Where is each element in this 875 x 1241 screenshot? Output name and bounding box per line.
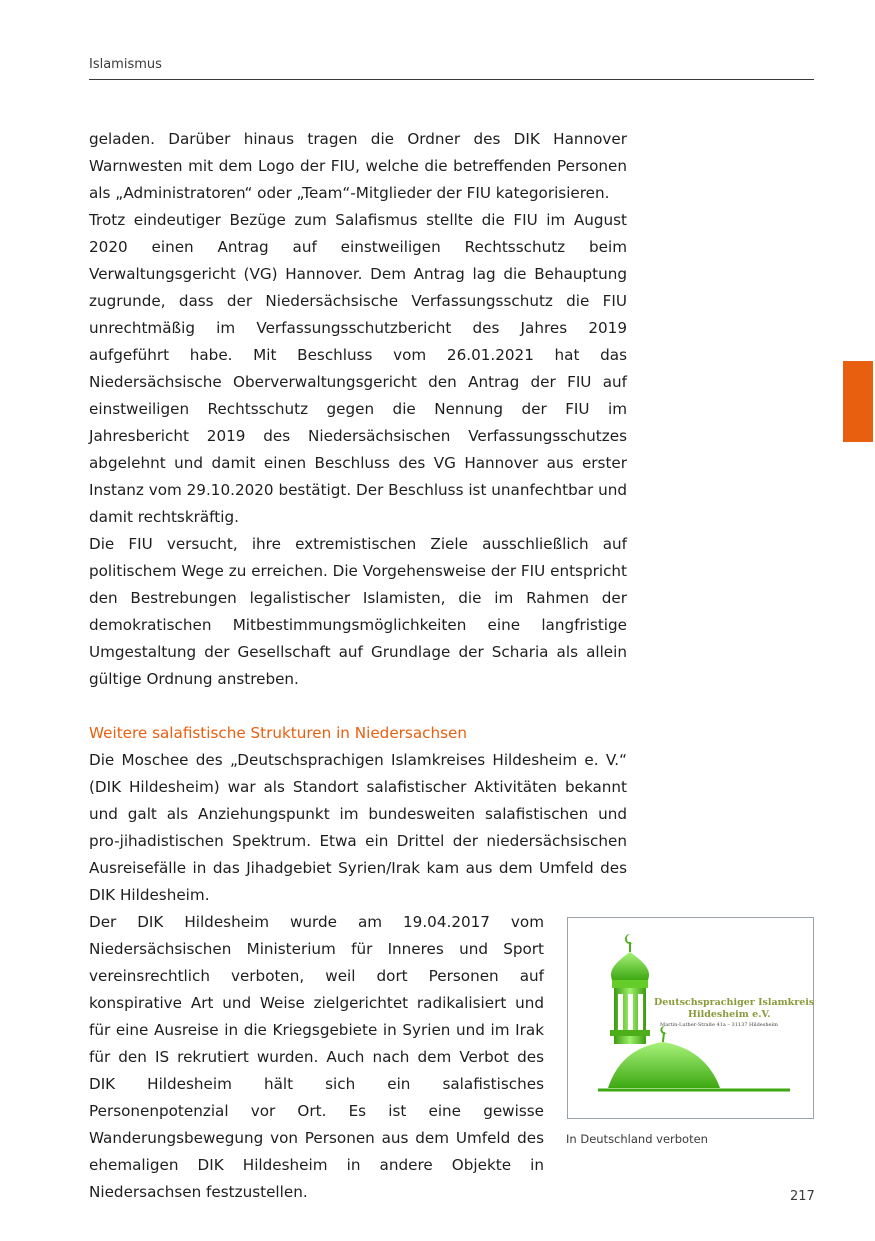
paragraph-1: geladen. Darüber hinaus tragen die Ordner des DIK Hannover Warnwesten mit dem Logo der FIU, welche die betreffenden Personen als „Administratoren“ oder „Team“-Mitglieder der FIU kategorisieren. (89, 130, 627, 202)
section-paragraph: Die Moschee des „Deutschsprachigen Islamkreises Hildesheim e. V.“ (DIK Hildesheim) war als Standort salafistischer Aktivitäten bekannt und galt als Anziehungspunkt im bundesweiten salafistischen und pro-jihadistischen Spektrum. Etwa ein Drittel der niedersächsischen Ausreisefälle in das Jihadgebiet Syrien/Irak kam aus dem Umfeld des DIK Hildesheim. (89, 751, 627, 904)
header-rule (89, 79, 814, 80)
spacer (89, 693, 627, 720)
main-dome (608, 1042, 720, 1088)
paragraph-3: Die FIU versucht, ihre extremistischen Ziele ausschließlich auf politischem Wege zu erreichen. Die Vorgehensweise der FIU entspricht den Bestrebungen legalistischer Islamisten, die im Rahmen der demokratischen Mitbestimmungsmöglichkeiten eine langfristige Umgestaltung der Gesellschaft auf Grundlage der Scharia als allein gültige Ordnung anstreben. (89, 535, 627, 688)
side-paragraph: Der DIK Hildesheim wurde am 19.04.2017 vom Niedersächsischen Ministerium für Inneres und Sport vereinsrechtlich verboten, weil dort Personen auf konspirative Art und Weise zielgerichtet radikalisiert und für eine Ausreise in die Kriegsgebiete in Syrien und im Irak für den IS rekrutiert wurden. Auch nach dem Verbot des DIK Hildesheim hält sich ein salafistisches Personenpotenzial vor Ort. Es ist eine gewisse Wanderungsbewegung von Personen aus dem Umfeld des ehemaligen DIK Hildesheim in andere Objekte in Niedersachsen festzustellen. (89, 913, 544, 1201)
logo-name-line: Deutschsprachiger Islamkreis (654, 997, 815, 1008)
section-heading: Weitere salafistische Strukturen in Niedersachsen (89, 724, 467, 742)
logo-name-line-2: Hildesheim e.V. (688, 1009, 771, 1020)
logo-text (654, 997, 815, 1029)
chapter-thumb-tab (843, 361, 873, 442)
paragraph-2: Trotz eindeutiger Bezüge zum Salafismus stellte die FIU im August 2020 einen Antrag auf einstweiligen Rechtsschutz beim Verwaltungsgericht (VG) Hannover. Dem Antrag lag die Behauptung zugrunde, dass der Niedersächsische Verfassungsschutz die FIU unrechtmäßig im Verfassungsschutzbericht des Jahres 2019 aufgeführt habe. Mit Beschluss vom 26.01.2021 hat das Niedersächsische Oberverwaltungsgericht den Antrag der FIU auf einstweiligen Rechtsschutz gegen die Nennung der FIU im Jahresbericht 2019 des Niedersächsischen Verfassungsschutzes abgelehnt und damit einen Beschluss des VG Hannover aus erster Instanz vom 29.10.2020 bestätigt. Der Beschluss ist unanfechtbar und damit rechtskräftig. (89, 211, 627, 526)
running-title: Islamismus (89, 57, 162, 72)
page-number: 217 (790, 1189, 815, 1204)
logo-figure (567, 917, 814, 1119)
side-column (89, 909, 544, 1206)
main-column (89, 126, 627, 909)
logo-address: Martin-Luther-Straße 41a – 31137 Hildesheim (660, 1022, 778, 1028)
minaret-dome (611, 952, 649, 980)
figure-caption: In Deutschland verboten (566, 1132, 708, 1146)
